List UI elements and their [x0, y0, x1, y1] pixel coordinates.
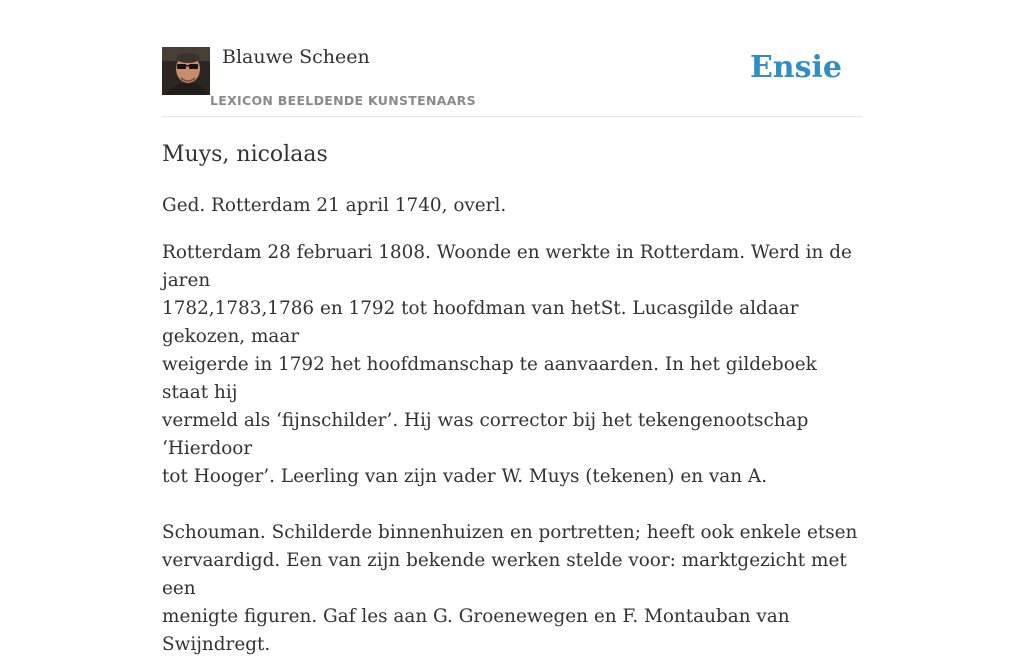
- header: [162, 0, 862, 117]
- avatar[interactable]: [162, 47, 210, 95]
- article-title: Muys, nicolaas: [162, 142, 328, 167]
- category-label[interactable]: LEXICON BEELDENDE KUNSTENAARS: [210, 93, 476, 108]
- author-name[interactable]: Blauwe Scheen: [222, 46, 370, 68]
- avatar-photo: [162, 47, 210, 95]
- article-paragraph-1: Ged. Rotterdam 21 april 1740, overl.: [162, 195, 507, 216]
- article: [162, 140, 868, 659]
- article-paragraph-2: Rotterdam 28 februari 1808. Woonde en werkte in Rotterdam. Werd in de jaren 1782,1783,1786 en 1792 tot hoofdman van hetSt. Lucasgilde aldaar gekozen, maar weigerde in 1792 het hoofdmanschap te aanvaarden. In het gildeboek staat hij vermeld als ‘fijnschilder’. Hij was corrector bij het tekengenootschap ‘Hierdoor tot Hooger’. Leerling van zijn vader W. Muys (tekenen) en van A. Schouman. Schilderde binnenhuizen en portretten; heeft ook enkele etsen vervaardigd. Een van zijn bekende werken stelde voor: marktgezicht met een menigte figuren. Gaf les aan G. Groenewegen en F. Montauban van Swijndregt.: [162, 242, 858, 655]
- ensie-logo[interactable]: Ensie: [749, 50, 842, 85]
